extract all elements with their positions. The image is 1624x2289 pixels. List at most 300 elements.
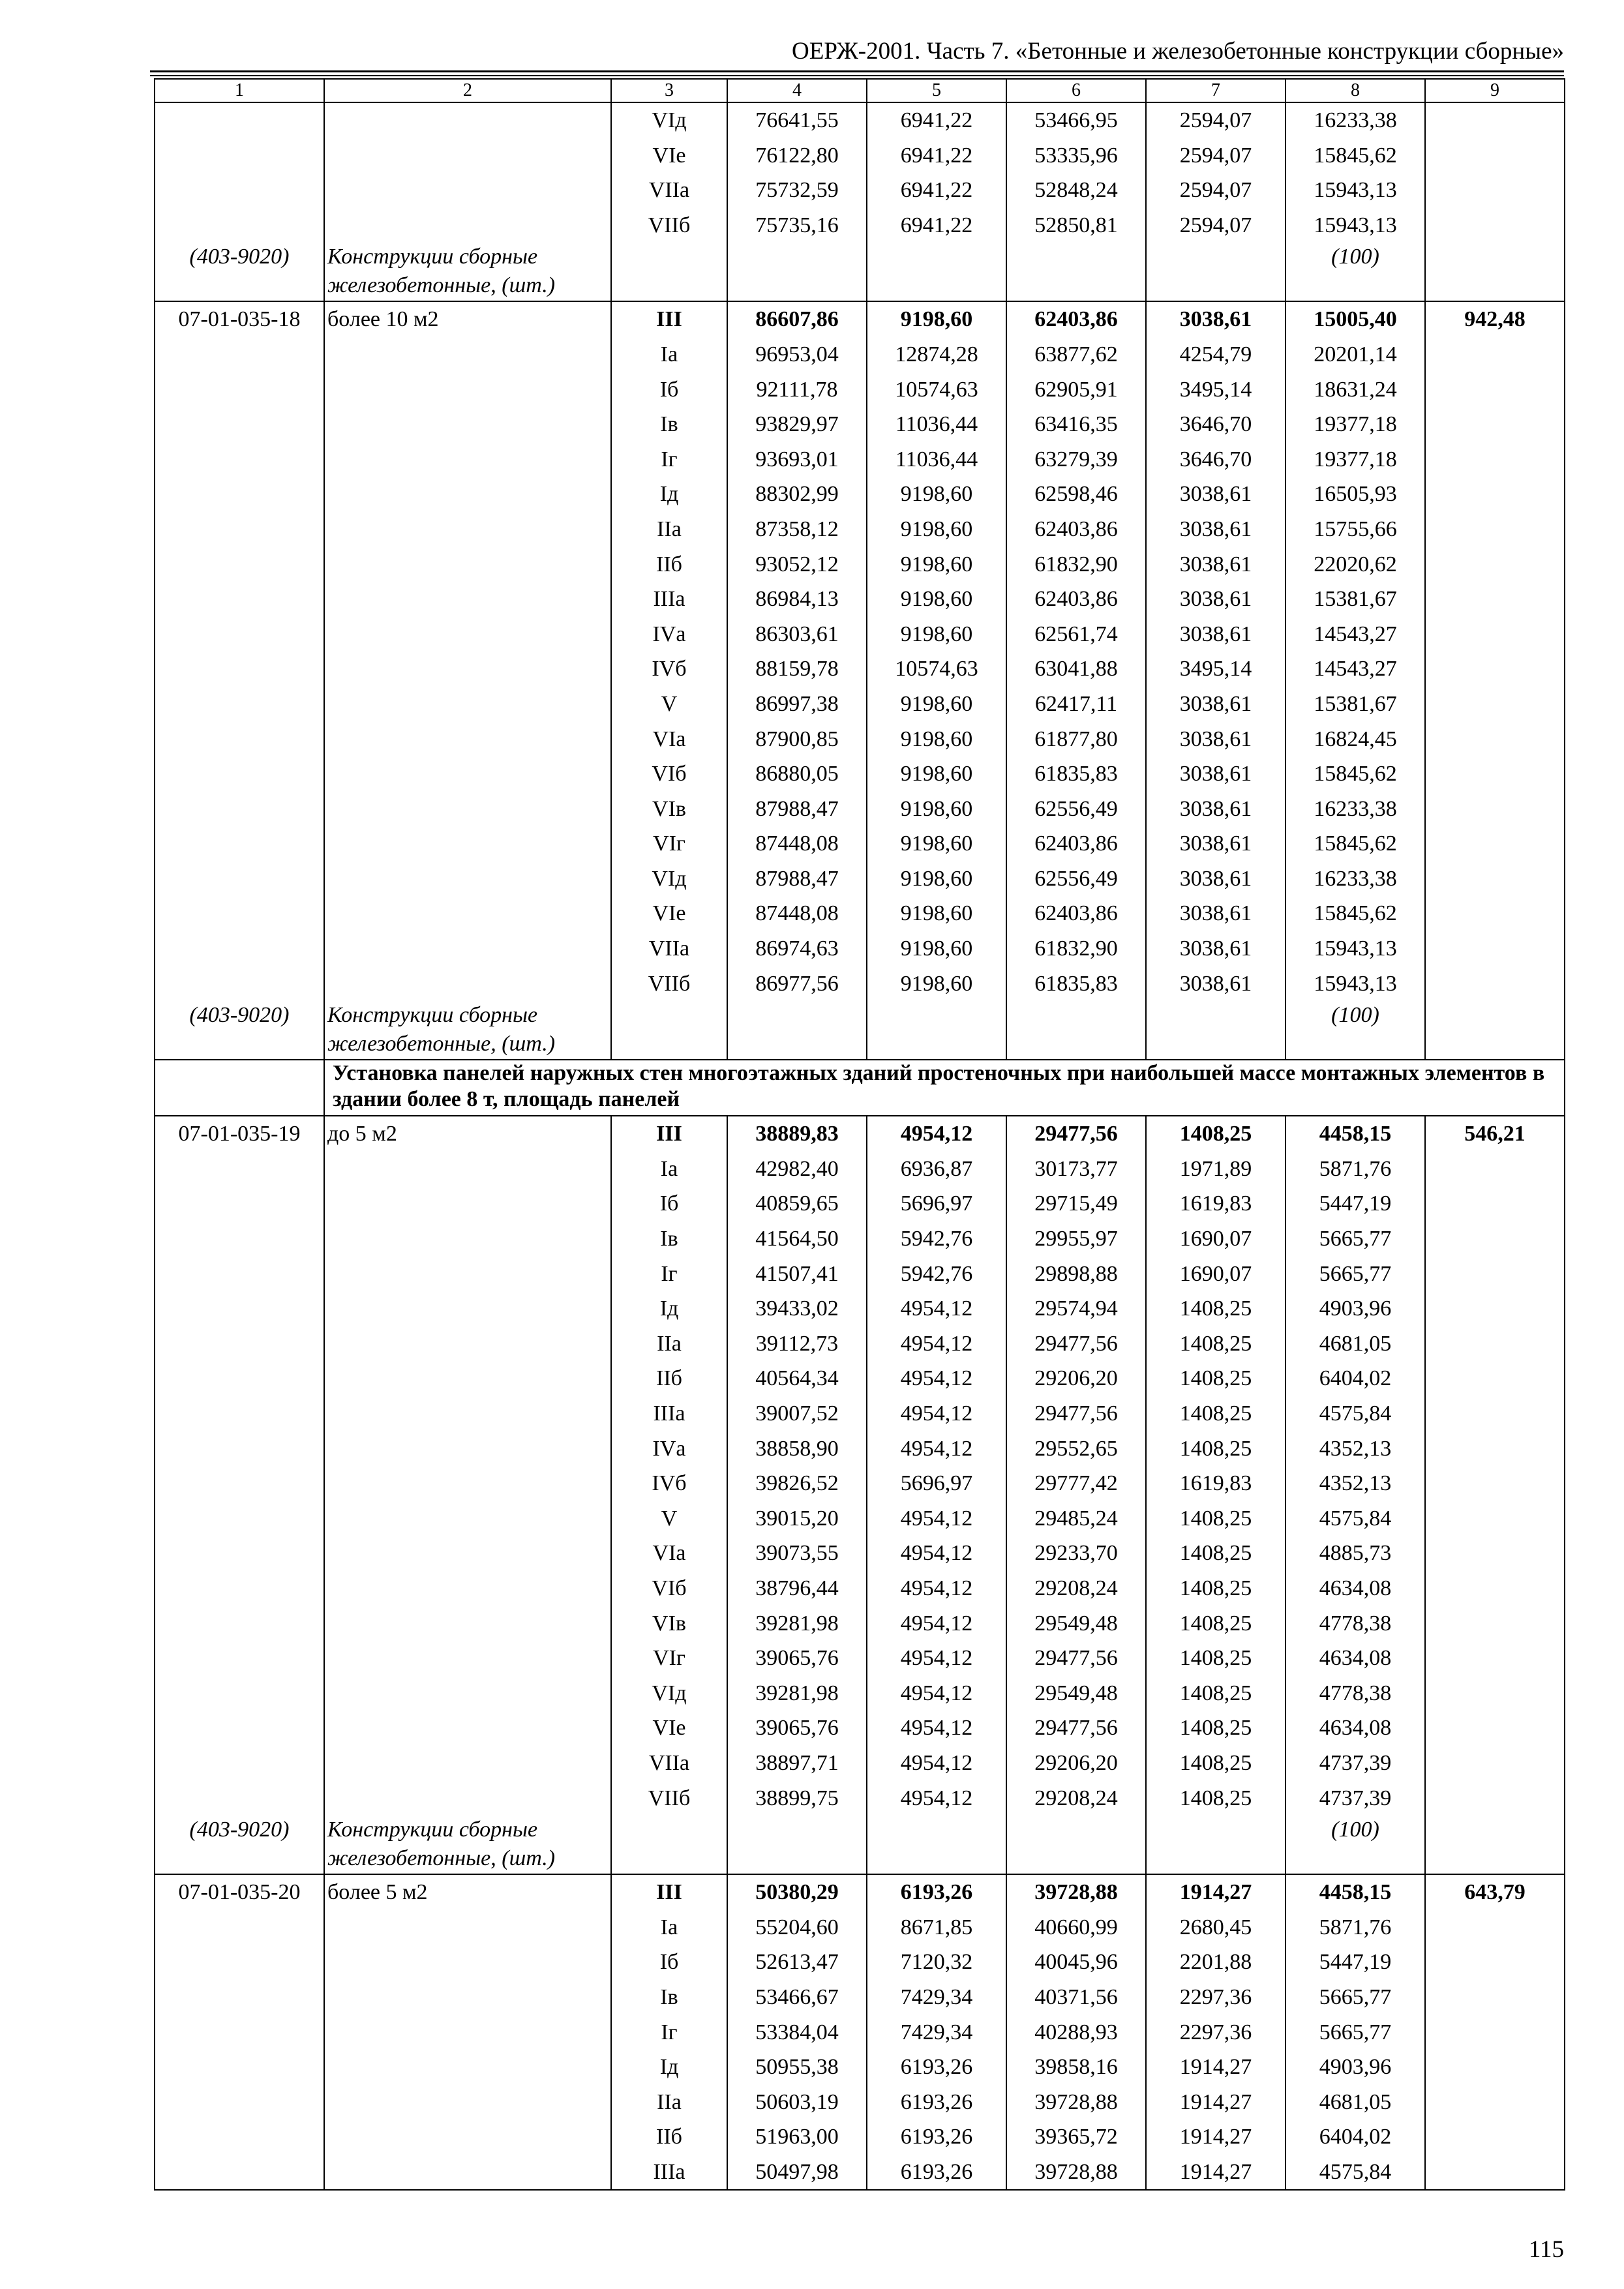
total-cell — [1425, 1676, 1565, 1711]
zone-cell: IIIа — [611, 582, 727, 617]
desc-cell — [324, 1431, 611, 1467]
table-row — [155, 2085, 1565, 2120]
code-cell — [155, 2085, 324, 2120]
value-cell: 6941,22 — [867, 138, 1006, 173]
value-cell: 52850,81 — [1006, 208, 1146, 243]
total-cell — [1425, 722, 1565, 757]
value-cell: 7120,32 — [867, 1945, 1006, 1980]
zone-cell: Iа — [611, 1152, 727, 1187]
page-number: 115 — [1528, 2236, 1564, 2263]
value-cell: 1408,25 — [1146, 1676, 1286, 1711]
total-cell: 643,79 — [1425, 1874, 1565, 1910]
value-cell: 4254,79 — [1146, 337, 1286, 372]
value-cell: 6404,02 — [1286, 1361, 1425, 1396]
value-cell: 39858,16 — [1006, 2050, 1146, 2085]
value-cell: 4954,12 — [867, 1571, 1006, 1606]
code-cell — [155, 1152, 324, 1187]
table-row — [155, 1291, 1565, 1326]
value-cell: 39112,73 — [727, 1326, 867, 1362]
value-cell: 6193,26 — [867, 2050, 1006, 2085]
value-cell: 1619,83 — [1146, 1466, 1286, 1501]
table-row — [155, 407, 1565, 442]
table-row — [155, 102, 1565, 138]
empty-cell — [867, 1001, 1006, 1060]
code-cell: 07-01-035-19 — [155, 1116, 324, 1152]
value-cell: 9198,60 — [867, 547, 1006, 582]
value-cell: 5696,97 — [867, 1186, 1006, 1221]
value-cell: 93052,12 — [727, 547, 867, 582]
table-row — [155, 826, 1565, 861]
value-cell: 53335,96 — [1006, 138, 1146, 173]
value-cell: 15943,13 — [1286, 208, 1425, 243]
total-cell: 546,21 — [1425, 1116, 1565, 1152]
value-cell: 61835,83 — [1006, 966, 1146, 1002]
table-row — [155, 2119, 1565, 2155]
value-cell: 19377,18 — [1286, 442, 1425, 477]
value-cell: 4954,12 — [867, 1326, 1006, 1362]
value-cell: 5665,77 — [1286, 1257, 1425, 1292]
value-cell: 62556,49 — [1006, 792, 1146, 827]
value-cell: 3646,70 — [1146, 407, 1286, 442]
section-title-row — [155, 1060, 1565, 1116]
value-cell: 2594,07 — [1146, 208, 1286, 243]
desc-cell — [324, 1711, 611, 1746]
table-row — [155, 1676, 1565, 1711]
value-cell: 1914,27 — [1146, 2050, 1286, 2085]
total-cell — [1425, 931, 1565, 966]
resource-qty: (100) — [1286, 243, 1425, 301]
code-cell — [155, 651, 324, 687]
table-row — [155, 756, 1565, 792]
value-cell: 52613,47 — [727, 1945, 867, 1980]
desc-cell — [324, 1746, 611, 1781]
value-cell: 62403,86 — [1006, 896, 1146, 931]
table-row — [155, 651, 1565, 687]
column-number: 2 — [324, 79, 611, 102]
value-cell: 38899,75 — [727, 1781, 867, 1816]
total-cell — [1425, 477, 1565, 512]
empty-cell — [1146, 1001, 1286, 1060]
value-cell: 1408,25 — [1146, 1116, 1286, 1152]
value-cell: 15755,66 — [1286, 512, 1425, 547]
value-cell: 4737,39 — [1286, 1781, 1425, 1816]
value-cell: 41507,41 — [727, 1257, 867, 1292]
value-cell: 5665,77 — [1286, 1221, 1425, 1257]
table-row — [155, 138, 1565, 173]
value-cell: 53466,95 — [1006, 102, 1146, 138]
table-row — [155, 512, 1565, 547]
total-cell — [1425, 756, 1565, 792]
value-cell: 4885,73 — [1286, 1536, 1425, 1571]
total-cell — [1425, 1571, 1565, 1606]
value-cell: 38858,90 — [727, 1431, 867, 1467]
zone-cell: IVа — [611, 1431, 727, 1467]
value-cell: 4352,13 — [1286, 1466, 1425, 1501]
table-row — [155, 1221, 1565, 1257]
total-cell — [1425, 1536, 1565, 1571]
zone-cell: VIе — [611, 1711, 727, 1746]
footnote-row — [155, 1001, 1565, 1060]
desc-cell: более 10 м2 — [324, 301, 611, 337]
empty-cell — [867, 243, 1006, 301]
column-number: 9 — [1425, 79, 1565, 102]
table-row — [155, 208, 1565, 243]
empty-cell — [155, 1060, 324, 1116]
section-title: Установка панелей наружных стен многоэтажных зданий простеночных при наибольшей массе монтажных элементов в здании более 8 т, площадь панелей — [324, 1060, 1565, 1116]
value-cell: 76641,55 — [727, 102, 867, 138]
value-cell: 6404,02 — [1286, 2119, 1425, 2155]
column-number: 3 — [611, 79, 727, 102]
zone-cell: VIа — [611, 1536, 727, 1571]
code-cell — [155, 1676, 324, 1711]
value-cell: 2594,07 — [1146, 102, 1286, 138]
value-cell: 2297,36 — [1146, 2015, 1286, 2050]
value-cell: 40660,99 — [1006, 1910, 1146, 1945]
desc-cell — [324, 722, 611, 757]
zone-cell: Iг — [611, 2015, 727, 2050]
code-cell — [155, 1257, 324, 1292]
zone-cell: IIа — [611, 512, 727, 547]
table-row — [155, 582, 1565, 617]
code-cell — [155, 1711, 324, 1746]
code-cell — [155, 2119, 324, 2155]
value-cell: 1914,27 — [1146, 2085, 1286, 2120]
value-cell: 50380,29 — [727, 1874, 867, 1910]
desc-cell — [324, 2050, 611, 2085]
desc-cell — [324, 512, 611, 547]
value-cell: 11036,44 — [867, 442, 1006, 477]
total-cell — [1425, 861, 1565, 897]
zone-cell: VIб — [611, 1571, 727, 1606]
value-cell: 4954,12 — [867, 1746, 1006, 1781]
value-cell: 29208,24 — [1006, 1781, 1146, 1816]
table-row — [155, 687, 1565, 722]
desc-cell — [324, 2015, 611, 2050]
value-cell: 4954,12 — [867, 1606, 1006, 1641]
zone-cell: III — [611, 1116, 727, 1152]
value-cell: 40371,56 — [1006, 1980, 1146, 2015]
value-cell: 29477,56 — [1006, 1116, 1146, 1152]
code-cell — [155, 861, 324, 897]
desc-cell — [324, 1945, 611, 1980]
total-cell — [1425, 1466, 1565, 1501]
value-cell: 53466,67 — [727, 1980, 867, 2015]
total-cell — [1425, 966, 1565, 1002]
table-row — [155, 1980, 1565, 2015]
value-cell: 9198,60 — [867, 896, 1006, 931]
column-number: 1 — [155, 79, 324, 102]
value-cell: 16233,38 — [1286, 792, 1425, 827]
value-cell: 9198,60 — [867, 582, 1006, 617]
value-cell: 6936,87 — [867, 1152, 1006, 1187]
desc-cell — [324, 1571, 611, 1606]
table-body — [155, 79, 1565, 2190]
value-cell: 29898,88 — [1006, 1257, 1146, 1292]
value-cell: 62403,86 — [1006, 582, 1146, 617]
zone-cell: IVа — [611, 617, 727, 652]
value-cell: 87988,47 — [727, 861, 867, 897]
empty-cell — [1006, 1001, 1146, 1060]
zone-cell: Iа — [611, 1910, 727, 1945]
empty-cell — [1425, 1816, 1565, 1874]
zone-cell: Iб — [611, 1945, 727, 1980]
column-number: 8 — [1286, 79, 1425, 102]
value-cell: 87448,08 — [727, 896, 867, 931]
desc-cell — [324, 966, 611, 1002]
value-cell: 3038,61 — [1146, 582, 1286, 617]
value-cell: 61832,90 — [1006, 931, 1146, 966]
total-cell — [1425, 173, 1565, 208]
value-cell: 62561,74 — [1006, 617, 1146, 652]
zone-cell: III — [611, 1874, 727, 1910]
code-cell — [155, 1746, 324, 1781]
value-cell: 5942,76 — [867, 1221, 1006, 1257]
value-cell: 53384,04 — [727, 2015, 867, 2050]
value-cell: 3038,61 — [1146, 966, 1286, 1002]
code-cell — [155, 138, 324, 173]
table-row — [155, 861, 1565, 897]
value-cell: 4575,84 — [1286, 1501, 1425, 1536]
header-rule-thin — [150, 75, 1564, 76]
value-cell: 39728,88 — [1006, 2085, 1146, 2120]
zone-cell: VIе — [611, 896, 727, 931]
value-cell: 4634,08 — [1286, 1711, 1425, 1746]
value-cell: 4778,38 — [1286, 1606, 1425, 1641]
table-row — [155, 1945, 1565, 1980]
value-cell: 29206,20 — [1006, 1746, 1146, 1781]
footnote-row — [155, 243, 1565, 301]
desc-cell — [324, 208, 611, 243]
page-header: ОЕРЖ-2001. Часть 7. «Бетонные и железобетонные конструкции сборные» — [792, 38, 1564, 65]
code-cell — [155, 931, 324, 966]
table-row — [155, 1711, 1565, 1746]
table-row — [155, 896, 1565, 931]
value-cell: 15943,13 — [1286, 173, 1425, 208]
value-cell: 50955,38 — [727, 2050, 867, 2085]
value-cell: 4681,05 — [1286, 1326, 1425, 1362]
value-cell: 29955,97 — [1006, 1221, 1146, 1257]
value-cell: 39728,88 — [1006, 1874, 1146, 1910]
value-cell: 16233,38 — [1286, 102, 1425, 138]
resource-qty: (100) — [1286, 1001, 1425, 1060]
column-number: 6 — [1006, 79, 1146, 102]
total-cell — [1425, 1257, 1565, 1292]
table-row — [155, 1152, 1565, 1187]
value-cell: 4954,12 — [867, 1711, 1006, 1746]
zone-cell: VIIб — [611, 966, 727, 1002]
code-cell — [155, 1980, 324, 2015]
resource-code: (403-9020) — [155, 243, 324, 301]
value-cell: 86303,61 — [727, 617, 867, 652]
desc-cell — [324, 1466, 611, 1501]
value-cell: 93829,97 — [727, 407, 867, 442]
value-cell: 3038,61 — [1146, 301, 1286, 337]
value-cell: 3038,61 — [1146, 687, 1286, 722]
total-cell — [1425, 1711, 1565, 1746]
code-cell — [155, 792, 324, 827]
value-cell: 76122,80 — [727, 138, 867, 173]
value-cell: 92111,78 — [727, 372, 867, 408]
desc-cell — [324, 582, 611, 617]
desc-cell — [324, 407, 611, 442]
desc-cell — [324, 651, 611, 687]
value-cell: 87358,12 — [727, 512, 867, 547]
value-cell: 4737,39 — [1286, 1746, 1425, 1781]
table-row — [155, 1116, 1565, 1152]
zone-cell: VIа — [611, 722, 727, 757]
value-cell: 38889,83 — [727, 1116, 867, 1152]
value-cell: 39073,55 — [727, 1536, 867, 1571]
value-cell: 39281,98 — [727, 1676, 867, 1711]
zone-cell: V — [611, 1501, 727, 1536]
table-row — [155, 1396, 1565, 1431]
code-cell: 07-01-035-18 — [155, 301, 324, 337]
value-cell: 86977,56 — [727, 966, 867, 1002]
value-cell: 29777,42 — [1006, 1466, 1146, 1501]
value-cell: 4954,12 — [867, 1641, 1006, 1676]
zone-cell: VIб — [611, 756, 727, 792]
value-cell: 4903,96 — [1286, 1291, 1425, 1326]
value-cell: 63279,39 — [1006, 442, 1146, 477]
value-cell: 1408,25 — [1146, 1571, 1286, 1606]
value-cell: 29477,56 — [1006, 1641, 1146, 1676]
zone-cell: IVб — [611, 1466, 727, 1501]
total-cell — [1425, 208, 1565, 243]
value-cell: 3038,61 — [1146, 547, 1286, 582]
value-cell: 4681,05 — [1286, 2085, 1425, 2120]
code-cell — [155, 1501, 324, 1536]
desc-cell — [324, 2119, 611, 2155]
value-cell: 9198,60 — [867, 966, 1006, 1002]
value-cell: 3038,61 — [1146, 861, 1286, 897]
table-row — [155, 1781, 1565, 1816]
desc-cell — [324, 102, 611, 138]
value-cell: 14543,27 — [1286, 617, 1425, 652]
desc-cell — [324, 931, 611, 966]
value-cell: 40564,34 — [727, 1361, 867, 1396]
total-cell — [1425, 372, 1565, 408]
value-cell: 1971,89 — [1146, 1152, 1286, 1187]
value-cell: 63041,88 — [1006, 651, 1146, 687]
zone-cell: III — [611, 301, 727, 337]
zone-cell: IVб — [611, 651, 727, 687]
value-cell: 61835,83 — [1006, 756, 1146, 792]
desc-cell — [324, 1641, 611, 1676]
value-cell: 29549,48 — [1006, 1676, 1146, 1711]
value-cell: 9198,60 — [867, 722, 1006, 757]
desc-cell — [324, 1781, 611, 1816]
value-cell: 29485,24 — [1006, 1501, 1146, 1536]
value-cell: 29715,49 — [1006, 1186, 1146, 1221]
total-cell — [1425, 337, 1565, 372]
value-cell: 96953,04 — [727, 337, 867, 372]
total-cell — [1425, 1326, 1565, 1362]
code-cell — [155, 1910, 324, 1945]
value-cell: 4903,96 — [1286, 2050, 1425, 2085]
empty-cell — [727, 1001, 867, 1060]
desc-cell — [324, 896, 611, 931]
zone-cell: Iб — [611, 372, 727, 408]
table-row — [155, 173, 1565, 208]
value-cell: 61877,80 — [1006, 722, 1146, 757]
zone-cell: VIд — [611, 102, 727, 138]
table-row — [155, 722, 1565, 757]
header-rule — [150, 70, 1564, 72]
total-cell — [1425, 1606, 1565, 1641]
total-cell — [1425, 1910, 1565, 1945]
value-cell: 1408,25 — [1146, 1291, 1286, 1326]
value-cell: 50603,19 — [727, 2085, 867, 2120]
value-cell: 29477,56 — [1006, 1711, 1146, 1746]
value-cell: 62905,91 — [1006, 372, 1146, 408]
zone-cell: VIе — [611, 138, 727, 173]
value-cell: 9198,60 — [867, 617, 1006, 652]
code-cell — [155, 1326, 324, 1362]
zone-cell: VIв — [611, 1606, 727, 1641]
total-cell — [1425, 1980, 1565, 2015]
empty-cell — [611, 243, 727, 301]
desc-cell — [324, 442, 611, 477]
table-row — [155, 301, 1565, 337]
footnote-row — [155, 1816, 1565, 1874]
value-cell: 9198,60 — [867, 512, 1006, 547]
code-cell — [155, 173, 324, 208]
value-cell: 4954,12 — [867, 1116, 1006, 1152]
desc-cell — [324, 372, 611, 408]
total-cell — [1425, 138, 1565, 173]
code-cell — [155, 966, 324, 1002]
table-row — [155, 372, 1565, 408]
desc-cell: до 5 м2 — [324, 1116, 611, 1152]
zone-cell: VIд — [611, 861, 727, 897]
total-cell — [1425, 512, 1565, 547]
value-cell: 8671,85 — [867, 1910, 1006, 1945]
value-cell: 86607,86 — [727, 301, 867, 337]
table-row — [155, 1606, 1565, 1641]
desc-cell — [324, 1186, 611, 1221]
desc-cell — [324, 1326, 611, 1362]
empty-cell — [727, 1816, 867, 1874]
value-cell: 16824,45 — [1286, 722, 1425, 757]
code-cell — [155, 1536, 324, 1571]
value-cell: 1690,07 — [1146, 1257, 1286, 1292]
value-cell: 9198,60 — [867, 861, 1006, 897]
value-cell: 9198,60 — [867, 687, 1006, 722]
value-cell: 40045,96 — [1006, 1945, 1146, 1980]
total-cell — [1425, 1186, 1565, 1221]
zone-cell: VIд — [611, 1676, 727, 1711]
value-cell: 4634,08 — [1286, 1641, 1425, 1676]
desc-cell — [324, 1910, 611, 1945]
code-cell — [155, 208, 324, 243]
empty-cell — [1006, 243, 1146, 301]
table-row — [155, 547, 1565, 582]
value-cell: 39015,20 — [727, 1501, 867, 1536]
value-cell: 4575,84 — [1286, 2155, 1425, 2191]
value-cell: 3038,61 — [1146, 477, 1286, 512]
value-cell: 29477,56 — [1006, 1396, 1146, 1431]
desc-cell — [324, 2155, 611, 2191]
value-cell: 1408,25 — [1146, 1326, 1286, 1362]
value-cell: 86880,05 — [727, 756, 867, 792]
table-row — [155, 1910, 1565, 1945]
column-number-row — [155, 79, 1565, 102]
value-cell: 4778,38 — [1286, 1676, 1425, 1711]
value-cell: 20201,14 — [1286, 337, 1425, 372]
value-cell: 3038,61 — [1146, 896, 1286, 931]
value-cell: 29208,24 — [1006, 1571, 1146, 1606]
zone-cell: V — [611, 687, 727, 722]
